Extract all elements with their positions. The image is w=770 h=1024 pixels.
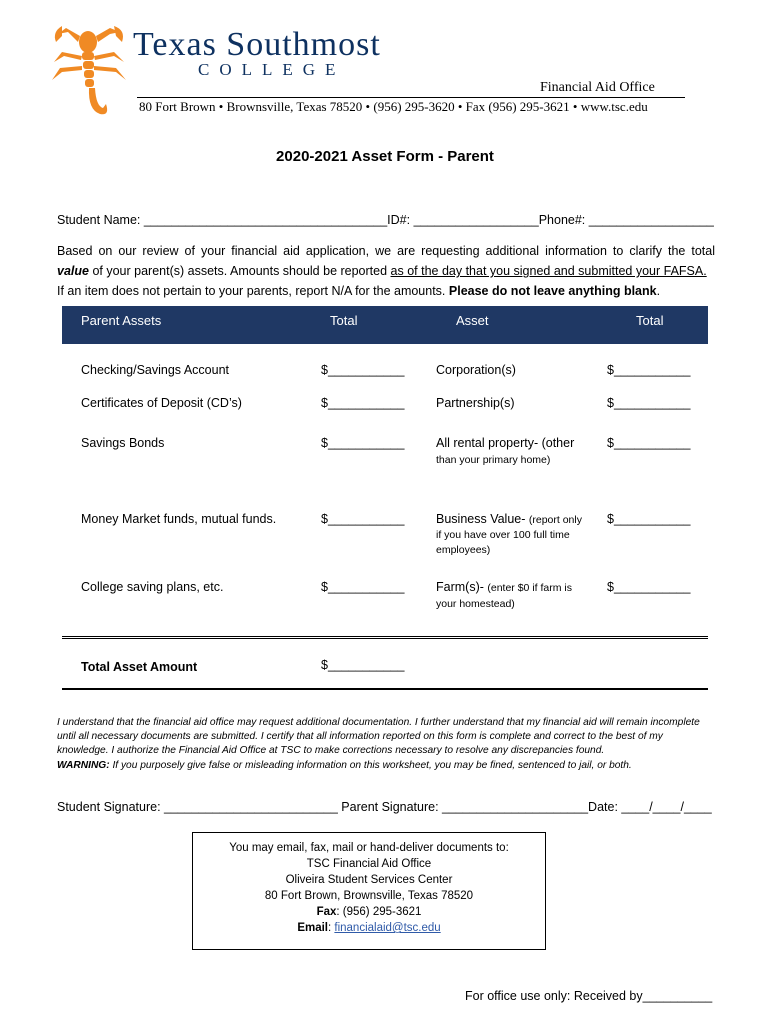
- total-money-market-field[interactable]: $___________: [321, 512, 405, 526]
- fafsa-date-note: as of the day that you signed and submitted your FAFSA.: [390, 264, 707, 278]
- total-savings-bonds-field[interactable]: $___________: [321, 436, 405, 450]
- office-use-line: For office use only: Received by__________: [465, 989, 713, 1003]
- asset-savings-bonds: Savings Bonds: [81, 436, 165, 450]
- header-parent-assets: Parent Assets: [81, 313, 162, 328]
- asset-business-value: [436, 512, 582, 528]
- contact-fax: [193, 904, 545, 920]
- college-name: Texas Southmost: [133, 26, 381, 63]
- header-total-left: Total: [330, 313, 358, 328]
- email-separator: :: [328, 922, 335, 934]
- value-word: value: [57, 264, 89, 278]
- warning-label: WARNING:: [57, 759, 110, 771]
- intro-line-3: If an item does not pertain to your parents, report N/A for the amounts.: [57, 284, 449, 298]
- contact-line-3: Oliveira Student Services Center: [285, 874, 453, 886]
- asset-farm: [436, 580, 572, 596]
- header-asset: Asset: [456, 313, 489, 328]
- signature-line[interactable]: Student Signature: _________________________ Parent Signature: _____________________Date: ____/____/____: [57, 800, 712, 814]
- total-cd-field[interactable]: $___________: [321, 396, 405, 410]
- fax-label: Fax: [316, 906, 337, 918]
- college-word: COLLEGE: [198, 60, 346, 79]
- asset-checking: Checking/Savings Account: [81, 363, 230, 377]
- warning-text: If you purposely give false or misleading information on this worksheet, you may be fined, sentenced to jail, or both.: [109, 759, 632, 771]
- business-label: Business Value-: [436, 512, 529, 526]
- total-college-savings-field[interactable]: $___________: [321, 580, 405, 594]
- certification-body: I understand that the financial aid office may request additional documentation. I further understand that my financial aid will remain incomplete until all necessary documents are submitted. I certify that all information reported on this form is complete and correct to the best of my knowledge. I authorize the Financial Aid Office at TSC to make corrections necessary to resolve any discrepancies found.: [57, 717, 700, 757]
- intro-line-1: Based on our review of your financial aid application, we are requesting additional information to clarify the total: [57, 244, 715, 258]
- header-divider: [137, 97, 685, 98]
- header-total-right: Total: [636, 313, 664, 328]
- intro-line-2: of your parent(s) assets. Amounts should be reported: [88, 264, 391, 278]
- total-corporation-field[interactable]: $___________: [607, 363, 691, 377]
- contact-email: [193, 920, 545, 936]
- table-rule-top-double: [62, 638, 708, 639]
- total-asset-field[interactable]: $___________: [321, 658, 405, 672]
- office-name: Financial Aid Office: [540, 80, 655, 95]
- certification-text: [57, 716, 717, 773]
- student-info-line[interactable]: Student Name: ___________________________________ID#: __________________Phone#: __________________: [57, 213, 714, 227]
- table-rule-bottom: [62, 688, 708, 690]
- total-checking-field[interactable]: $___________: [321, 363, 405, 377]
- total-farm-field[interactable]: $___________: [607, 580, 691, 594]
- asset-partnership: Partnership(s): [436, 396, 515, 410]
- asset-rental-note: than your primary home): [436, 454, 551, 466]
- total-asset-label: Total Asset Amount: [81, 660, 198, 674]
- scorpion-logo-icon: [48, 22, 132, 124]
- total-rental-field[interactable]: $___________: [607, 436, 691, 450]
- do-not-leave-blank: Please do not leave anything blank: [448, 284, 657, 298]
- email-label: Email: [297, 922, 328, 934]
- farm-note: your homestead): [436, 598, 515, 610]
- form-title: 2020-2021 Asset Form - Parent: [276, 148, 494, 165]
- asset-rental-property: All rental property- (other: [436, 436, 575, 450]
- asset-cd: Certificates of Deposit (CD’s): [81, 396, 242, 410]
- office-address: 80 Fort Brown • Brownsville, Texas 78520 • (956) 295-3620 • Fax (956) 295-3621 • www.tsc.edu: [139, 99, 648, 114]
- business-inline-note: (report only: [528, 514, 582, 526]
- email-link[interactable]: financialaid@tsc.edu: [334, 922, 441, 934]
- total-partnership-field[interactable]: $___________: [607, 396, 691, 410]
- intro-paragraph: [57, 241, 715, 301]
- business-note-1: if you have over 100 full time: [436, 529, 570, 541]
- table-rule-top: [62, 636, 708, 637]
- asset-corporation: Corporation(s): [436, 363, 516, 377]
- farm-label: Farm(s)-: [436, 580, 488, 594]
- asset-money-market: Money Market funds, mutual funds.: [81, 512, 277, 526]
- contact-line-1: You may email, fax, mail or hand-deliver documents to:: [229, 842, 509, 854]
- intro-period: .: [656, 284, 661, 298]
- contact-box: [192, 832, 546, 950]
- fax-number: : (956) 295-3621: [336, 906, 422, 918]
- contact-line-4: 80 Fort Brown, Brownsville, Texas 78520: [264, 890, 474, 902]
- total-business-field[interactable]: $___________: [607, 512, 691, 526]
- table-header: [62, 306, 708, 344]
- business-note-2: employees): [436, 544, 491, 556]
- contact-line-2: TSC Financial Aid Office: [306, 858, 432, 870]
- farm-inline-note: (enter $0 if farm is: [487, 582, 572, 594]
- asset-college-savings: College saving plans, etc.: [81, 580, 224, 594]
